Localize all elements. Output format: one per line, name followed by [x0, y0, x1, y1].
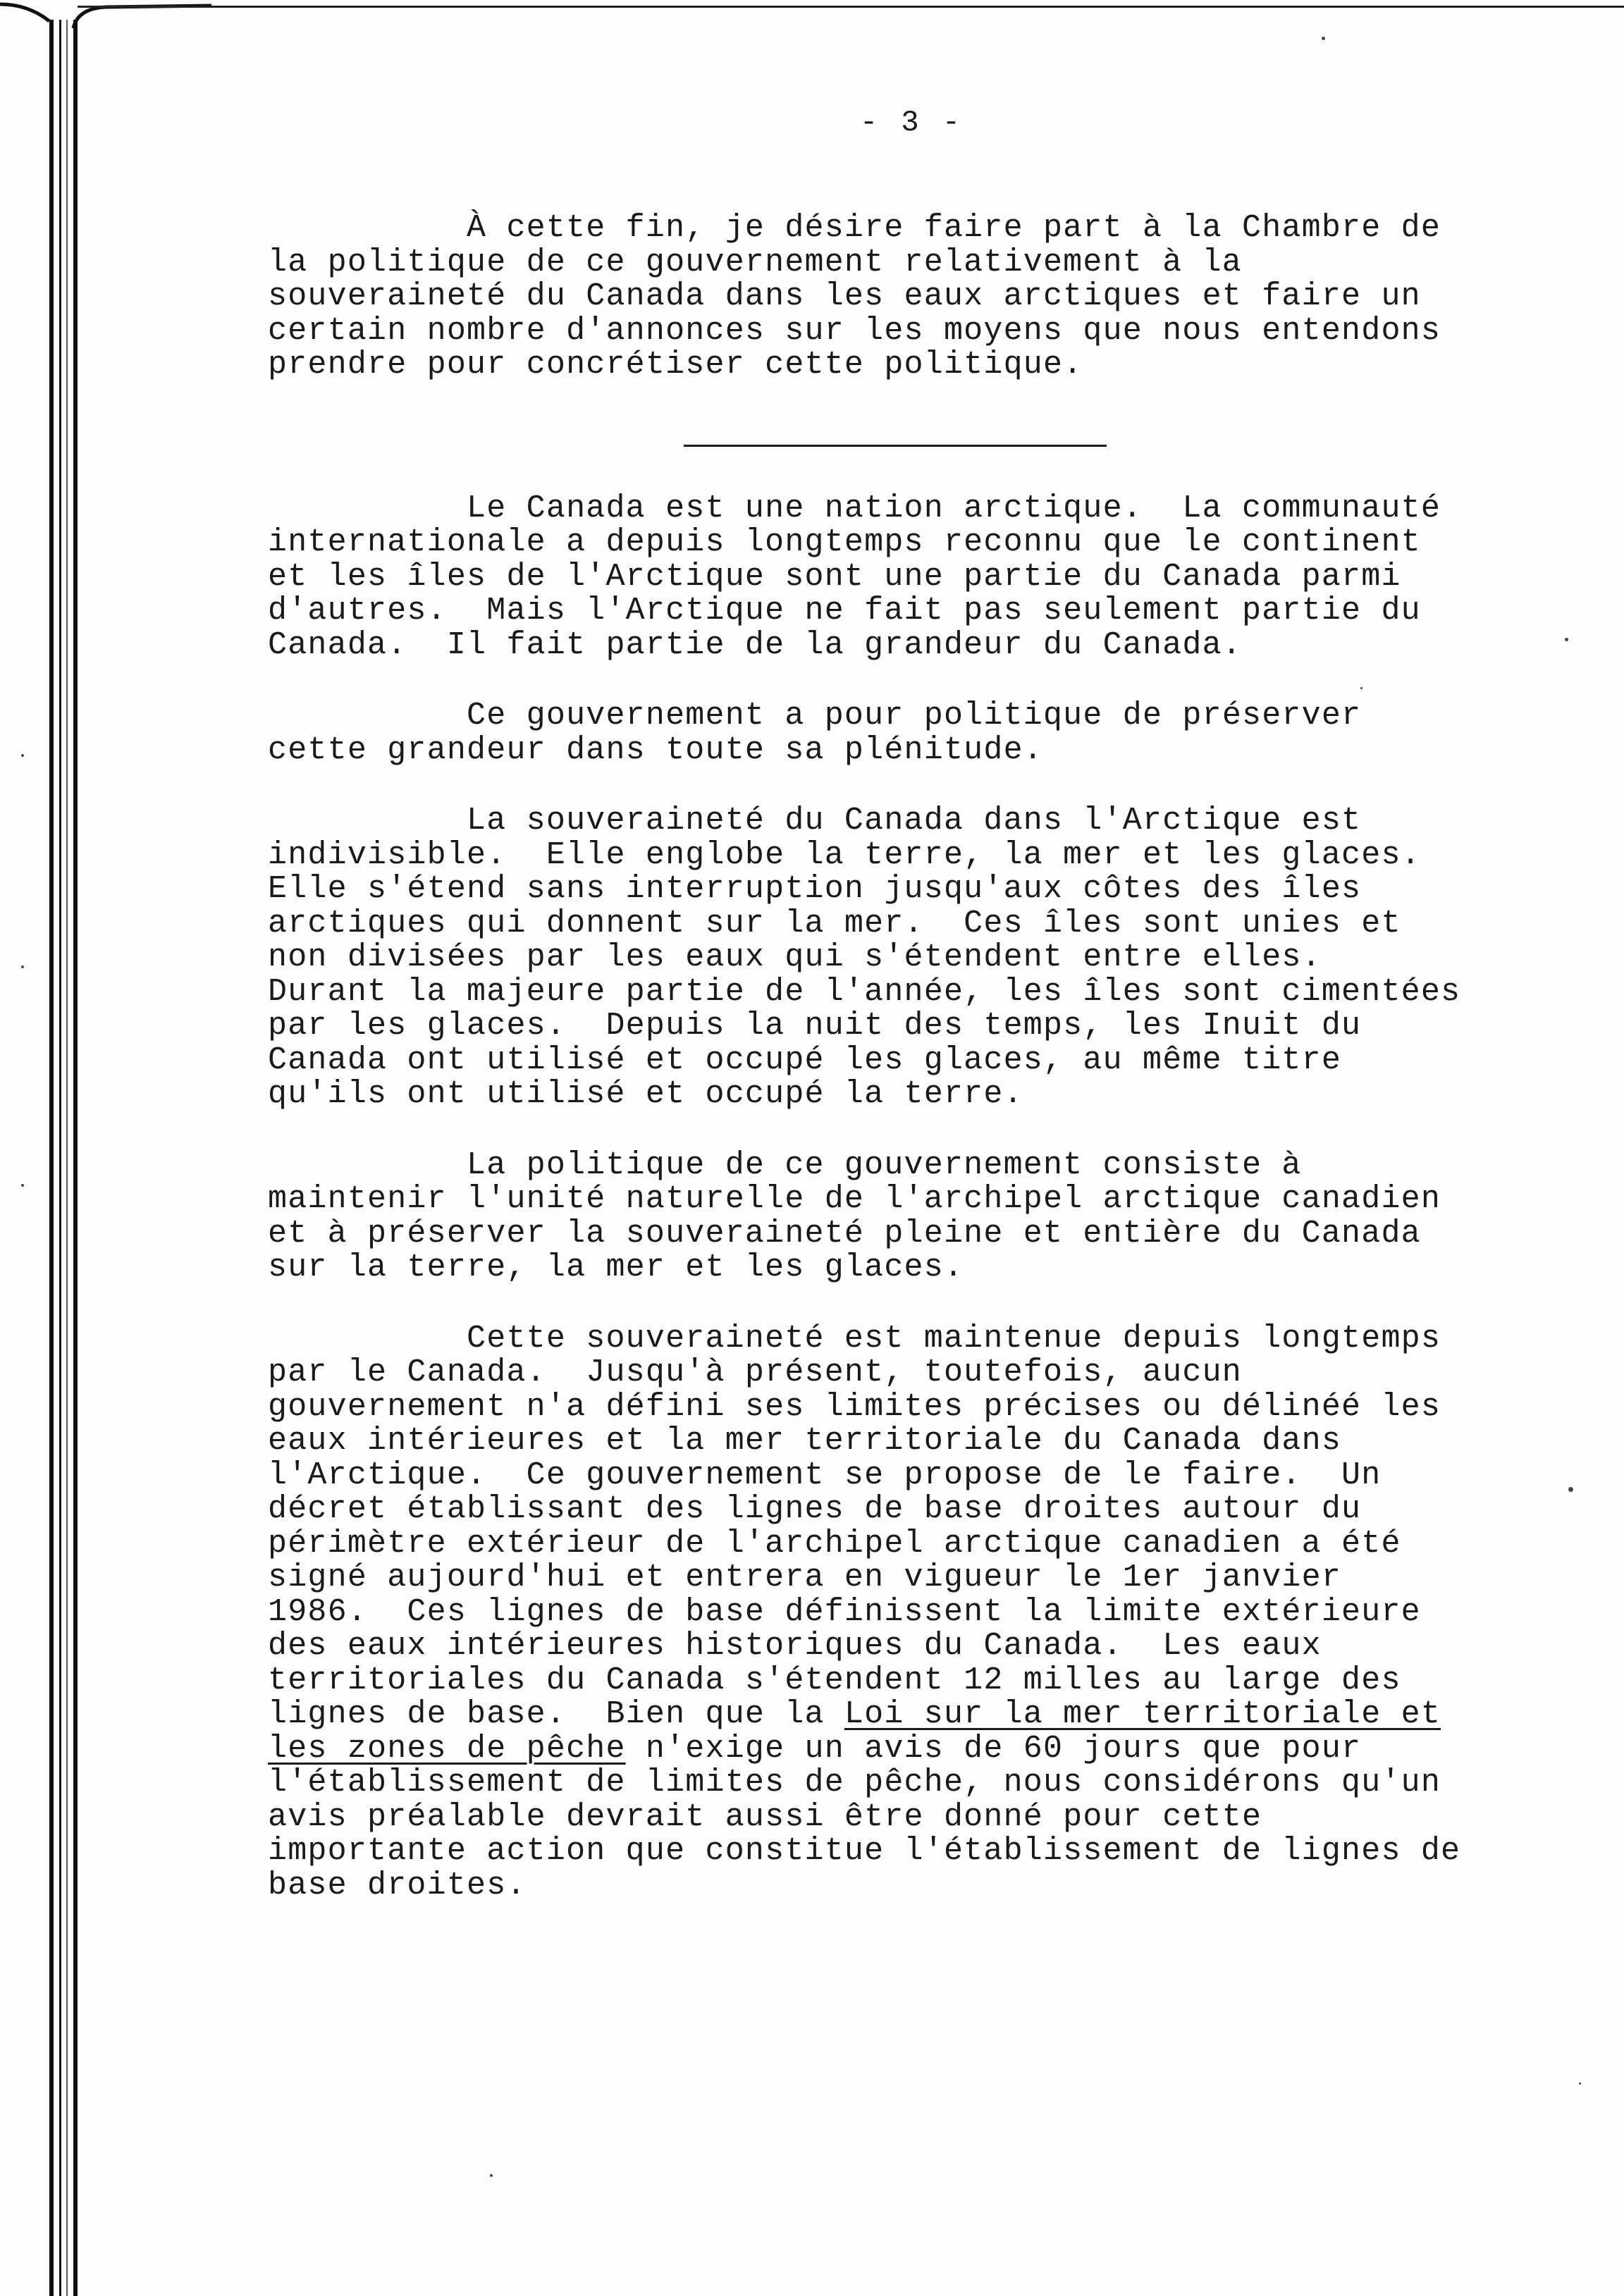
binding-line — [73, 20, 78, 2296]
indent — [268, 803, 467, 839]
scan-speck — [1322, 37, 1325, 40]
scan-speck — [21, 754, 24, 757]
scan-speck — [21, 1184, 24, 1187]
scan-speck — [21, 965, 24, 968]
scan-speck — [1579, 2082, 1581, 2085]
section-separator — [684, 445, 1107, 447]
binding-line — [66, 20, 68, 2296]
indent — [268, 210, 467, 246]
binding-line — [59, 20, 61, 2296]
paragraph-text: Ce gouvernement a pour politique de préserver cette grandeur dans toute sa plénitude. — [268, 698, 1362, 768]
paragraph — [268, 699, 1522, 767]
page-corner-curl — [0, 0, 211, 85]
indent — [268, 1147, 467, 1183]
paragraph-text: n'exige un avis de 60 jours que pour l'établissement de limites de pêche, nous considérons qu'un avis préalable devrait aussi être donné pour cette importante action que constitue l'établissement de lignes de base droites. — [268, 1730, 1461, 1903]
top-edge-rule — [78, 6, 1624, 8]
page-number: - 3 - — [860, 106, 964, 140]
binding-edge — [0, 0, 92, 2296]
paragraph-text: À cette fin, je désire faire part à la Chambre de la politique de ce gouvernement relativement à la souveraineté du Canada dans les eaux arctiques et faire un certain nombre d'annonces sur les moyens que nous entendons prendre pour concrétiser cette politique. — [268, 210, 1441, 383]
indent — [268, 1321, 467, 1357]
binding-line — [49, 20, 54, 2296]
indent — [268, 698, 467, 734]
document-body — [268, 211, 1522, 1939]
scan-speck — [1565, 638, 1568, 641]
scan-speck — [1360, 687, 1362, 689]
paragraph-text: La politique de ce gouvernement consiste à maintenir l'unité naturelle de l'archipel arctique canadien et à préserver la souveraineté pleine et entière du Canada sur la terre, la mer et les glaces. — [268, 1147, 1441, 1285]
scan-speck — [1568, 1487, 1573, 1492]
statute-title: Loi sur la mer territoriale et les zones de pêche — [268, 1696, 1441, 1767]
paragraph-text: Le Canada est une nation arctique. La communauté internationale a depuis longtemps reconnu que le continent et les îles de l'Arctique sont une partie du Canada parmi d'autres. Mais l'Arctique ne fait pas seulement partie du Canada. Il fait partie de la grandeur du Canada. — [268, 490, 1441, 663]
paragraph — [268, 211, 1522, 383]
paragraph — [268, 1149, 1522, 1285]
paragraph — [268, 1322, 1522, 1903]
paragraph — [268, 804, 1522, 1112]
scan-speck — [490, 2174, 493, 2177]
paragraph-text: La souveraineté du Canada dans l'Arctique est indivisible. Elle englobe la terre, la mer et les glaces. Elle s'étend sans interruption jusqu'aux côtes des îles arctiques qui donnent sur la mer. Ces îles sont unies et non divisées par les eaux qui s'étendent entre elles. Durant la majeure partie de l'année, les îles sont cimentées par les glaces. Depuis la nuit des temps, les Inuit du Canada ont utilisé et occupé les glaces, au même titre qu'ils ont utilisé et occupé la terre. — [268, 803, 1461, 1112]
indent — [268, 490, 467, 526]
paragraph-text: Cette souveraineté est maintenue depuis longtemps par le Canada. Jusqu'à présent, toutefois, aucun gouvernement n'a défini ses limites précises ou délinéé les eaux intérieures et la mer territoriale du Canada dans l'Arctique. Ce gouvernement se propose de le faire. Un décret établissant des lignes de base droites autour du périmètre extérieur de l'archipel arctique canadien a été signé aujourd'hui et entrera en vigueur le 1er janvier 1986. Ces lignes de base définissent la limite extérieure des eaux intérieures historiques du Canada. Les eaux territoriales du Canada s'étendent 12 milles au large des lignes de base. Bien que la — [268, 1320, 1441, 1732]
paragraph — [268, 492, 1522, 663]
